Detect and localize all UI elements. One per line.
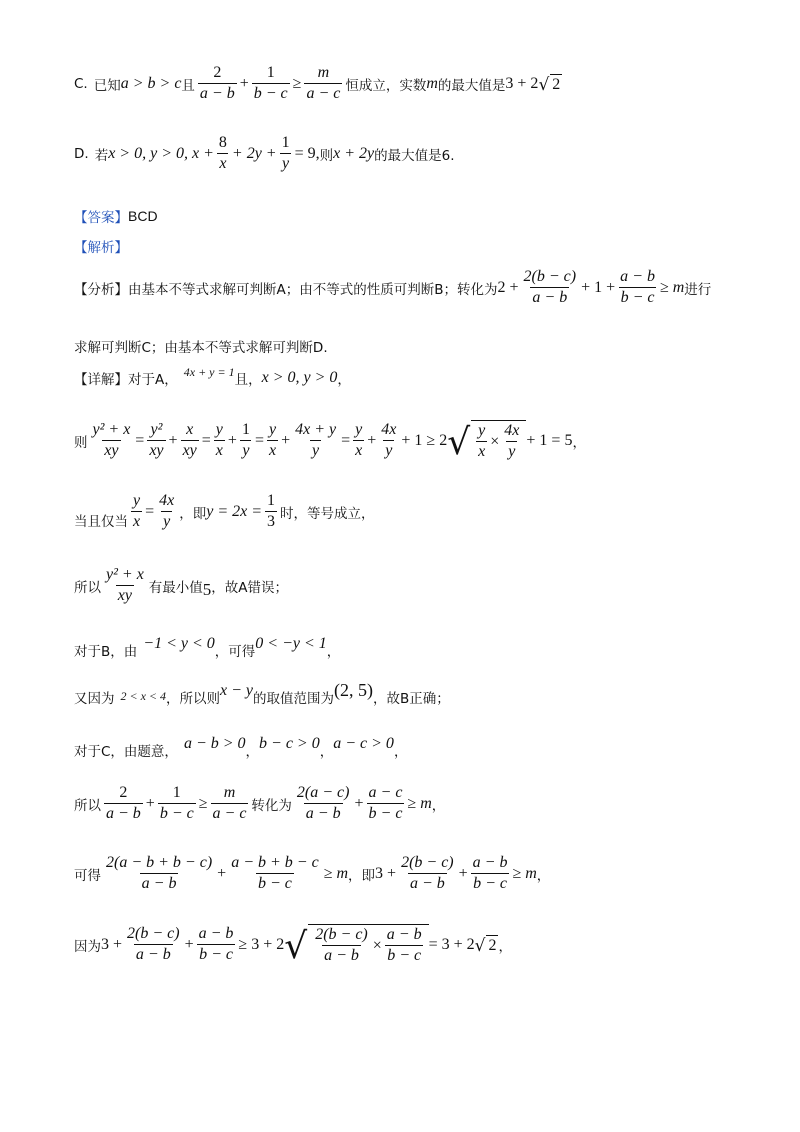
operator: + — [184, 935, 194, 953]
fraction: $\frac{1}{3}$ — [267, 492, 276, 530]
operator: ≥ m — [407, 794, 432, 812]
fraction: $\frac{a - c}{b - c}$ — [368, 784, 403, 822]
operator: ≥ m — [512, 864, 537, 882]
text: 因为 — [74, 938, 101, 955]
text: ， — [572, 434, 586, 451]
operator: + — [367, 431, 377, 449]
fraction: $\frac{2}{a - b}$ — [106, 784, 141, 822]
analysis-line — [74, 236, 128, 256]
fraction: $\frac{a - b}{b - c}$ — [472, 854, 508, 892]
equality-condition-line — [74, 492, 375, 531]
operator: ≥ — [198, 794, 208, 812]
text: ，故B正确； — [373, 690, 450, 707]
value-expr: 3 + 2 — [505, 74, 539, 92]
text: 进行 — [684, 281, 712, 298]
fraction: $\frac{4x}{y}$ — [504, 422, 520, 460]
fraction: $\frac{a - b + b - c}{b - c}$ — [231, 854, 319, 892]
fraction: $\frac{2(b - c)}{a - b}$ — [523, 268, 577, 306]
text: ， — [393, 744, 408, 760]
fraction: $\frac{1}{y}$ — [281, 134, 290, 172]
condition-expr: 4x + y = 1 — [183, 364, 235, 379]
text: 恒成立，实数 — [345, 77, 427, 94]
expr: 0 < −y < 1 — [255, 635, 327, 652]
operator: = — [254, 431, 264, 449]
expr: 3 + — [101, 935, 123, 953]
operator: + — [145, 794, 155, 812]
text: 对于A， — [128, 372, 178, 388]
operator: ≥ 3 + 2 — [238, 935, 285, 953]
text: 求解可判断C；由基本不等式求解可判断D. — [74, 340, 328, 356]
fraction: $\frac{a - b}{b - c}$ — [620, 268, 655, 306]
operator: = 3 + 2 — [428, 935, 475, 953]
expr: (2, 5) — [334, 680, 374, 700]
fenxi-line-2 — [74, 336, 328, 356]
operator: × — [490, 432, 500, 450]
option-b-line-1 — [74, 634, 341, 660]
text: 可得 — [74, 867, 101, 884]
text: 又因为 — [74, 690, 115, 707]
text: 有最小值 — [148, 579, 203, 596]
text: ， — [337, 372, 351, 388]
sqrt: √ 2 — [538, 74, 561, 95]
operator: × — [372, 936, 382, 954]
fraction: $\frac{2(b - c)}{a - b}$ — [127, 925, 180, 963]
option-b-line-2 — [74, 680, 450, 707]
detail-tag: 【详解】 — [74, 372, 128, 388]
text: ，即 — [348, 867, 376, 884]
sqrt: √ $\frac{y}{x}$ × $\frac{4x}{y}$ — [447, 420, 526, 461]
fraction: $\frac{2(a - b + b - c)}{a - b}$ — [106, 854, 213, 892]
operator: = — [135, 431, 145, 449]
condition-expr: = 9, — [294, 144, 320, 162]
fraction: $\frac{m}{a - c}$ — [212, 784, 247, 822]
answer-value: BCD — [128, 208, 158, 224]
fraction: $\frac{y}{x}$ — [133, 492, 141, 530]
fraction: $\frac{y}{x}$ — [478, 422, 486, 460]
conclusion-a-line — [74, 566, 288, 605]
fenxi-tag: 【分析】 — [74, 281, 128, 298]
text: 则 — [74, 434, 88, 451]
equation-a-line — [74, 420, 586, 461]
fraction: $\frac{y}{x}$ — [215, 421, 223, 459]
fraction: $\frac{\text{y²}}{xy}$ — [149, 421, 164, 459]
fraction: $\frac{a - b}{b - c}$ — [386, 926, 422, 964]
fraction: $\frac{1}{y}$ — [241, 421, 250, 459]
text: ， — [498, 938, 512, 955]
operator: + 1 ≥ 2 — [401, 431, 448, 449]
text: ，即 — [179, 505, 207, 522]
fraction: $\frac{8}{x}$ — [218, 134, 227, 172]
text: 对于C，由题意， — [74, 744, 178, 760]
text: 的最大值是6. — [374, 147, 455, 164]
fraction: $\frac{a - b}{b - c}$ — [198, 925, 234, 963]
text: ， — [431, 797, 446, 814]
expr: a − b > 0 — [183, 735, 246, 752]
text: 对于B，由 — [74, 644, 138, 660]
condition-expr: + 2y + — [231, 144, 277, 162]
expr: + 1 + — [581, 278, 616, 296]
text: 的取值范围为 — [253, 690, 335, 707]
condition-expr: x > 0, y > 0, x + — [108, 144, 214, 162]
fraction: $\frac{\text{y² + x}}{xy}$ — [106, 566, 144, 604]
option-c-line — [74, 64, 562, 103]
option-c-label: C. — [74, 75, 88, 92]
fraction: $\frac{2(a - c)}{a - b}$ — [296, 784, 350, 822]
expr: 3 + — [375, 864, 397, 882]
option-d-line — [74, 134, 455, 173]
fraction: $\frac{2}{a - b}$ — [199, 64, 235, 102]
fraction: $\frac{4x}{y}$ — [381, 421, 397, 459]
fraction: $\frac{y}{x}$ — [355, 421, 363, 459]
operator: + — [281, 431, 291, 449]
fraction: $\frac{2(b - c)}{a - b}$ — [401, 854, 454, 892]
text: ， — [536, 867, 551, 884]
expr: 2 + — [497, 278, 519, 296]
text: 若 — [94, 147, 109, 164]
condition-expr: a > b > c — [120, 74, 182, 92]
fraction: $\frac{4x + y}{y}$ — [295, 421, 337, 459]
text: 且， — [234, 372, 262, 388]
text: 已知 — [93, 77, 121, 94]
operator: + 1 = 5 — [526, 431, 573, 449]
fraction: $\frac{\text{y² + x}}{xy}$ — [92, 421, 131, 459]
text: 所以 — [74, 579, 101, 596]
expr: x − y — [220, 681, 254, 699]
expr: x + 2y — [333, 144, 375, 162]
fraction: $\frac{2(b - c)}{a - b}$ — [315, 926, 368, 964]
operator: + — [168, 431, 178, 449]
detail-line — [74, 364, 351, 388]
fraction: $\frac{4x}{y}$ — [159, 492, 175, 530]
text: ，所以则 — [166, 690, 221, 707]
expr: 2 < x < 4 — [120, 689, 167, 703]
variable: m — [426, 74, 438, 92]
operator: ≥ — [292, 74, 302, 92]
operator: + — [458, 864, 468, 882]
operator: + — [227, 431, 237, 449]
answer-line — [74, 206, 158, 226]
option-c-detail-line-1 — [74, 734, 408, 760]
text: ， — [245, 744, 260, 760]
fraction: $\frac{y}{x}$ — [268, 421, 277, 459]
text: ，可得 — [214, 644, 256, 660]
text: 所以 — [74, 797, 101, 814]
option-c-detail-line-2 — [74, 784, 445, 823]
expr: b − c > 0 — [259, 735, 320, 752]
operator: + — [354, 794, 364, 812]
text: 转化为 — [251, 797, 292, 814]
fraction: $\frac{1}{b - c}$ — [253, 64, 288, 102]
expr: ≥ m — [659, 278, 685, 296]
text: 当且仅当 — [74, 513, 128, 530]
option-d-label: D. — [74, 145, 89, 162]
operator: = — [145, 502, 155, 520]
option-c-detail-line-3 — [74, 854, 550, 893]
text: ，故A错误； — [211, 579, 289, 596]
fraction: $\frac{1}{b - c}$ — [159, 784, 194, 822]
value: 5 — [202, 579, 212, 599]
sqrt: √ $\frac{2(b - c)}{a - b}$ × $\frac{a - b}{b - c}$ — [284, 924, 428, 965]
text: 由基本不等式求解可判断A；由不等式的性质可判断B；转化为 — [128, 281, 498, 298]
answer-tag: 【答案】 — [74, 210, 128, 226]
text: ， — [326, 644, 341, 660]
operator: = — [341, 431, 351, 449]
fenxi-line — [74, 268, 711, 307]
text: 的最大值是 — [437, 77, 506, 94]
fraction: $\frac{x}{xy}$ — [182, 421, 197, 459]
sqrt: √ 2 — [474, 935, 497, 956]
expr: a − c > 0 — [333, 735, 394, 752]
text: ， — [319, 744, 334, 760]
expr: y = 2x = — [206, 502, 263, 520]
text: 则 — [319, 147, 334, 164]
operator: + — [217, 864, 227, 882]
text: 时，等号成立， — [280, 505, 375, 522]
condition-expr: x > 0, y > 0 — [261, 369, 338, 386]
option-c-detail-line-4 — [74, 924, 512, 965]
analysis-tag: 【解析】 — [74, 240, 128, 256]
text: 且 — [181, 77, 195, 94]
operator: = — [201, 431, 211, 449]
fraction: $\frac{m}{a - c}$ — [306, 64, 341, 102]
expr: −1 < y < 0 — [143, 635, 215, 652]
operator: ≥ m — [323, 864, 349, 882]
operator: + — [239, 74, 249, 92]
